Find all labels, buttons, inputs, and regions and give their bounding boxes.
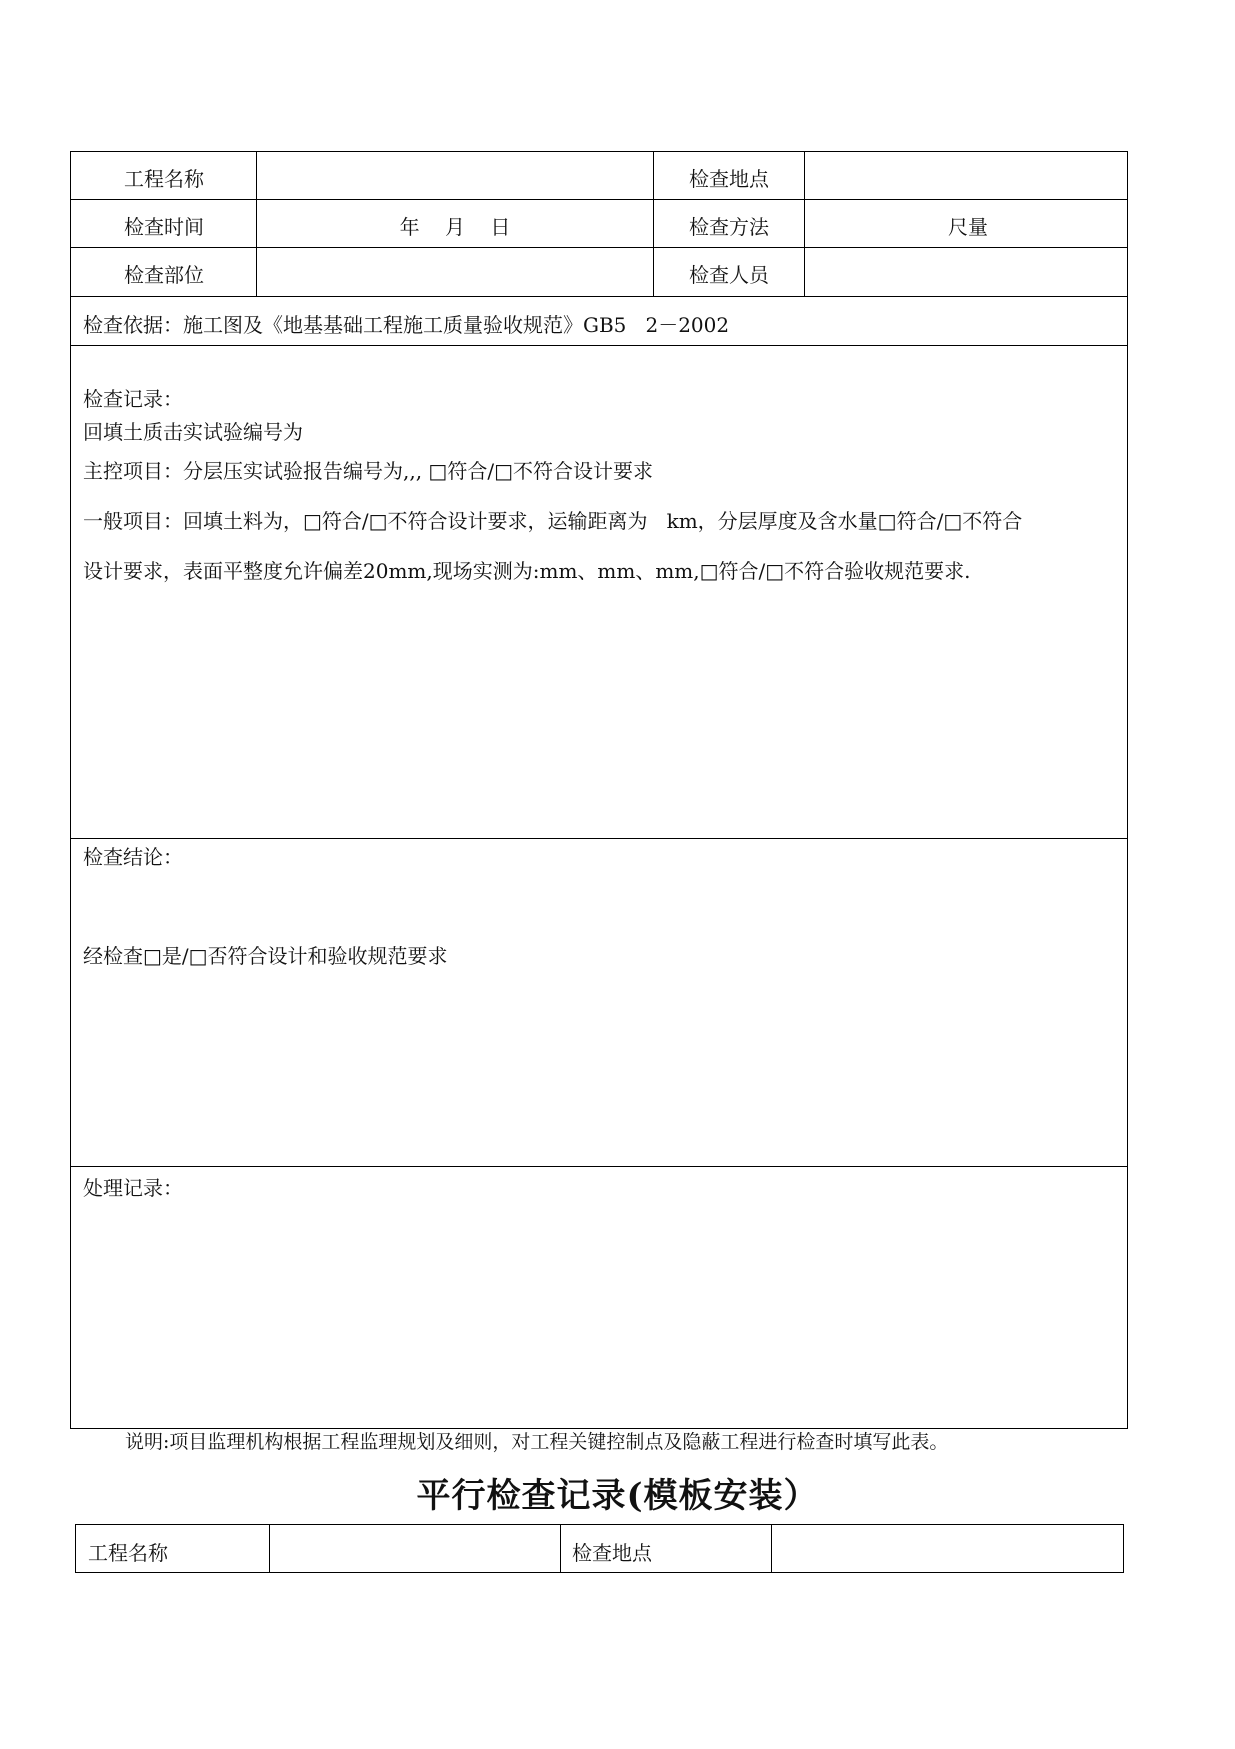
location-label: 检查地点 bbox=[689, 167, 769, 191]
method-label: 检查方法 bbox=[689, 215, 769, 239]
record-label: 检查记录： bbox=[83, 387, 183, 411]
inspector-label: 检查人员 bbox=[689, 263, 769, 287]
project-name-label: 工程名称 bbox=[124, 167, 204, 191]
form2-location-label: 检查地点 bbox=[572, 1541, 652, 1565]
conclusion-text: 经检查□是/□否符合设计和验收规范要求 bbox=[83, 944, 448, 968]
form2-title: 平行检查记录(模板安装） bbox=[416, 1476, 819, 1516]
time-label: 检查时间 bbox=[124, 215, 204, 239]
inspection-basis: 检查依据：施工图及《地基基础工程施工质量验收规范》GB5 2－2002 bbox=[83, 313, 730, 337]
time-value[interactable]: 年 月 日 bbox=[399, 215, 511, 239]
record-line-4: 设计要求，表面平整度允许偏差20mm,现场实测为:mm、mm、mm,□符合/□不符合验收规范要求. bbox=[83, 559, 971, 583]
conclusion-label: 检查结论： bbox=[83, 845, 183, 869]
handling-label: 处理记录： bbox=[83, 1176, 183, 1200]
footer-note: 说明:项目监理机构根据工程监理规划及细则，对工程关键控制点及隐蔽工程进行检查时填写此表。 bbox=[125, 1431, 949, 1453]
record-line-1: 回填土质击实试验编号为 bbox=[83, 420, 303, 444]
part-label: 检查部位 bbox=[124, 263, 204, 287]
record-line-2: 主控项目：分层压实试验报告编号为,,, □符合/□不符合设计要求 bbox=[83, 459, 653, 483]
form2-project-name-label: 工程名称 bbox=[88, 1541, 168, 1565]
record-line-3: 一般项目：回填土料为，□符合/□不符合设计要求，运输距离为 km，分层厚度及含水量□符合/□不符合 bbox=[83, 509, 1023, 533]
method-value[interactable]: 尺量 bbox=[948, 215, 988, 239]
